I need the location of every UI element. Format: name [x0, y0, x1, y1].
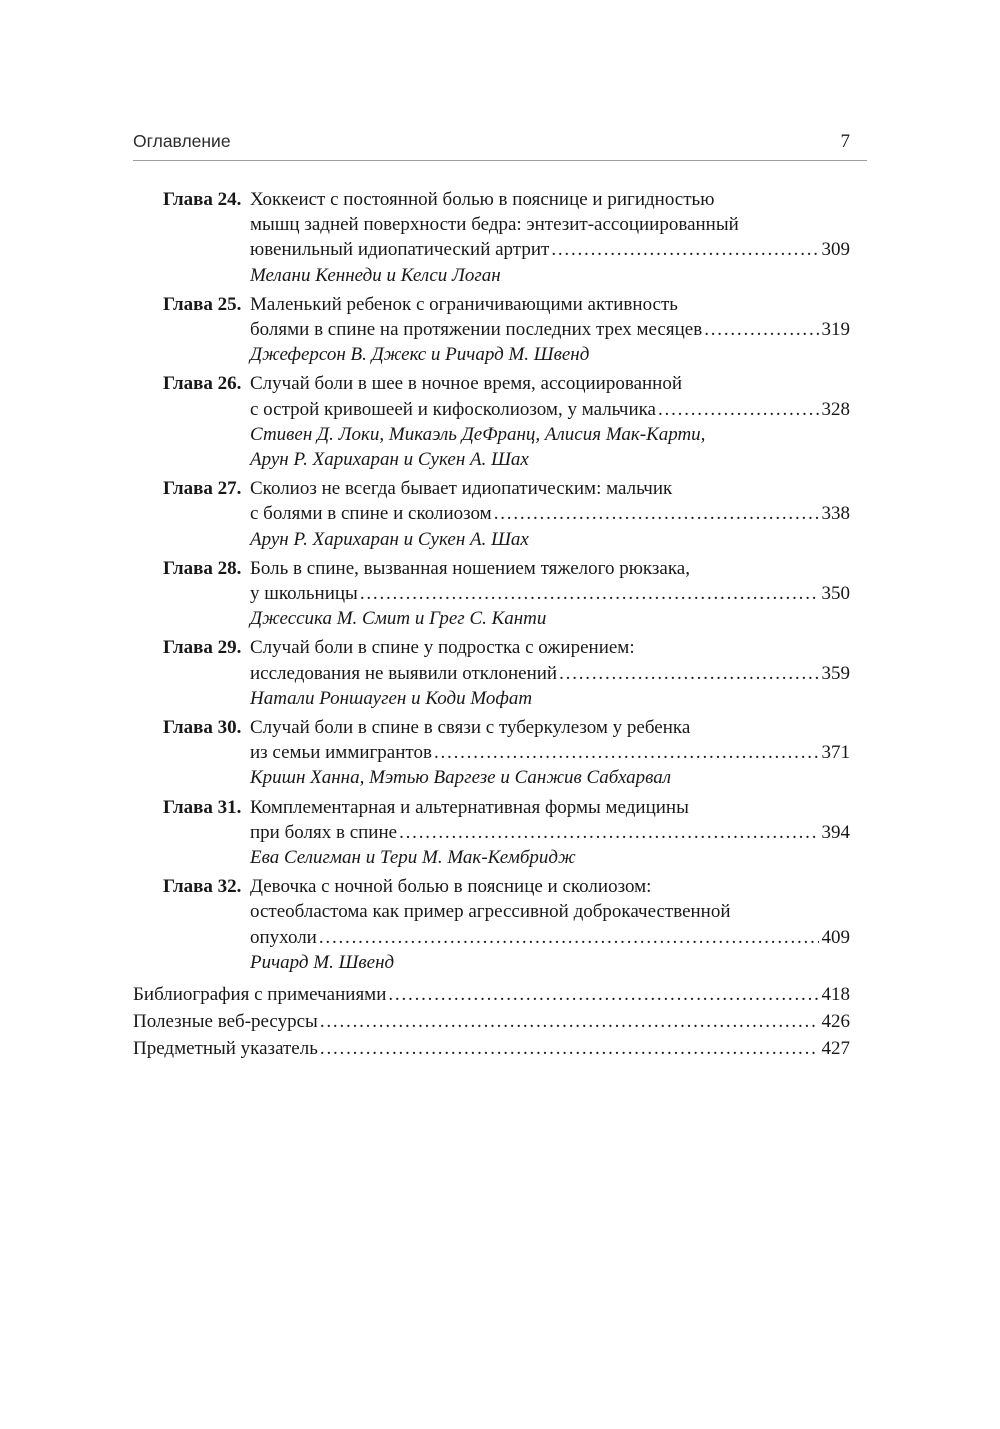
chapter-title-text: Случай боли в спине в связи с туберкулезом у ребенка [250, 717, 691, 739]
back-matter-line [133, 1035, 850, 1062]
chapter-title-text: Маленький ребенок с ограничивающими активность [250, 293, 678, 315]
chapter-label: Глава 32. [163, 876, 242, 898]
toc-title-line [163, 635, 850, 660]
chapter-page-number: 309 [821, 239, 850, 261]
toc-entry [133, 292, 867, 368]
dot-leader [320, 1035, 819, 1060]
chapter-page-number: 350 [821, 583, 850, 605]
page-header [133, 130, 867, 153]
chapter-label: Глава 27. [163, 478, 242, 500]
dot-leader [559, 661, 818, 686]
chapter-page-number: 359 [821, 662, 850, 684]
toc-entry [133, 715, 867, 791]
chapter-authors: Ричард М. Швенд [250, 951, 395, 973]
dot-leader [360, 581, 819, 606]
toc-title-line [163, 292, 850, 317]
toc-title-line [163, 581, 850, 606]
toc-title-line [163, 874, 850, 899]
chapter-authors: Натали Роншауген и Коди Мофат [250, 687, 533, 709]
back-matter-title: Полезные веб-ресурсы [133, 1011, 318, 1033]
toc-title-line [163, 476, 850, 501]
back-matter-title: Библиография с примечаниями [133, 984, 387, 1006]
toc-title-line [163, 715, 850, 740]
dot-leader [399, 820, 818, 845]
back-matter-line [133, 981, 850, 1008]
dot-leader [494, 501, 819, 526]
chapter-authors: Арун Р. Харихаран и Сукен А. Шах [250, 528, 529, 550]
chapter-title-text: Случай боли в спине у подростка с ожирением: [250, 637, 635, 659]
chapter-label: Глава 29. [163, 637, 242, 659]
chapter-title-text: остеобластома как пример агрессивной доброкачественной [250, 901, 731, 923]
toc-title-line [163, 317, 850, 342]
chapter-title-text: с болями в спине и сколиозом [250, 503, 492, 525]
toc-entry [133, 476, 867, 552]
chapter-title-text: Случай боли в шее в ночное время, ассоциированной [250, 373, 683, 395]
toc-entry [133, 187, 867, 288]
toc-title-line [163, 187, 850, 212]
chapter-authors: Ева Селигман и Тери М. Мак-Кембридж [250, 847, 576, 869]
chapter-title-text: опухоли [250, 926, 317, 948]
toc-title-line [163, 899, 850, 924]
dot-leader [388, 981, 818, 1006]
back-matter-title: Предметный указатель [133, 1038, 318, 1060]
chapter-title-text: Хоккеист с постоянной болью в пояснице и ригидностью [250, 189, 715, 210]
back-matter [133, 981, 867, 1062]
chapter-page-number: 409 [821, 926, 850, 948]
chapter-title-text: Комплементарная и альтернативная формы медицины [250, 796, 689, 818]
dot-leader [551, 237, 818, 262]
chapter-authors: Джессика М. Смит и Грег С. Канти [250, 608, 547, 630]
toc-title-line [163, 795, 850, 820]
chapter-label: Глава 28. [163, 557, 242, 579]
chapter-authors: Стивен Д. Локи, Микаэль ДеФранц, Алисия Мак-Карти, [250, 423, 706, 445]
dot-leader [658, 397, 819, 422]
back-matter-page-number: 427 [821, 1038, 850, 1060]
toc-entries [133, 187, 867, 975]
chapter-title-text: Сколиоз не всегда бывает идиопатическим: мальчик [250, 478, 673, 500]
toc-title-line [163, 237, 850, 262]
toc-title-line [163, 397, 850, 422]
chapter-title-text: из семьи иммигрантов [250, 742, 432, 764]
toc-entry [133, 556, 867, 632]
chapter-title-text: болями в спине на протяжении последних трех месяцев [250, 319, 703, 341]
toc-entry [133, 874, 867, 975]
chapter-page-number: 394 [821, 821, 850, 843]
chapter-label: Глава 30. [163, 717, 242, 739]
dot-leader [319, 925, 819, 950]
dot-leader [704, 317, 818, 342]
toc-entry [133, 795, 867, 871]
toc-title-line [163, 556, 850, 581]
chapter-label: Глава 31. [163, 796, 242, 818]
back-matter-page-number: 418 [821, 984, 850, 1006]
chapter-authors: Джеферсон В. Джекс и Ричард М. Швенд [250, 344, 590, 366]
chapter-page-number: 328 [821, 398, 850, 420]
page-number: 7 [840, 131, 850, 152]
chapter-title-text: Девочка с ночной болью в пояснице и сколиозом: [250, 876, 652, 898]
chapter-title-text: у школьницы [250, 583, 358, 605]
chapter-authors: Арун Р. Харихаран и Сукен А. Шах [250, 449, 529, 471]
chapter-label: Глава 24. [163, 189, 242, 210]
chapter-page-number: 319 [821, 319, 850, 341]
back-matter-line [133, 1008, 850, 1035]
chapter-title-text: мышц задней поверхности бедра: энтезит-ассоциированный [250, 214, 739, 236]
toc-title-line [163, 212, 850, 237]
toc-entry [133, 635, 867, 711]
chapter-label: Глава 25. [163, 293, 242, 315]
dot-leader [320, 1008, 819, 1033]
header-rule [133, 160, 867, 161]
toc-title-line [163, 925, 850, 950]
running-head: Оглавление [133, 131, 231, 151]
chapter-authors: Кришн Ханна, Мэтью Варгезе и Санжив Сабхарвал [250, 767, 672, 789]
chapter-title-text: исследования не выявили отклонений [250, 662, 558, 684]
chapter-authors: Мелани Кеннеди и Келси Логан [250, 264, 501, 286]
chapter-title-text: ювенильный идиопатический артрит [250, 239, 550, 261]
back-matter-page-number: 426 [821, 1011, 850, 1033]
chapter-title-text: при болях в спине [250, 821, 398, 843]
toc-title-line [163, 820, 850, 845]
chapter-title-text: Боль в спине, вызванная ношением тяжелого рюкзака, [250, 557, 690, 579]
toc-entry [133, 371, 867, 472]
toc-title-line [163, 740, 850, 765]
toc-title-line [163, 661, 850, 686]
chapter-label: Глава 26. [163, 373, 242, 395]
dot-leader [434, 740, 819, 765]
chapter-page-number: 338 [821, 503, 850, 525]
toc-title-line [163, 371, 850, 396]
chapter-page-number: 371 [821, 742, 850, 764]
chapter-title-text: с острой кривошеей и кифосколиозом, у мальчика [250, 398, 656, 420]
toc-title-line [163, 501, 850, 526]
